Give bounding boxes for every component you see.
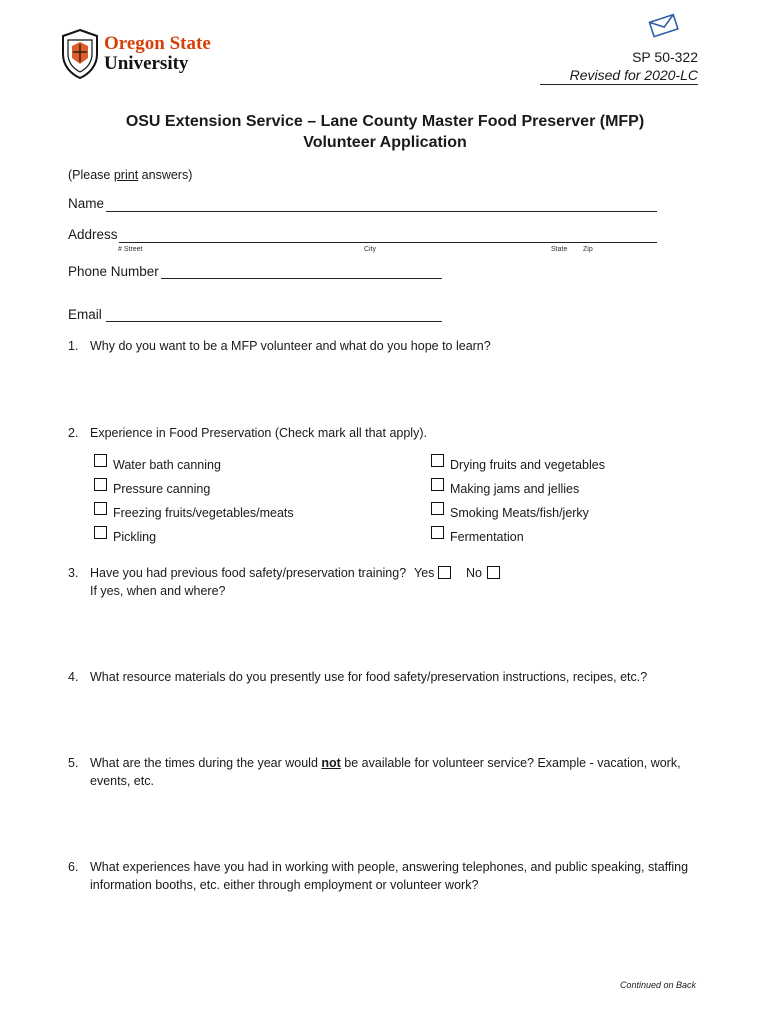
checkbox-drying[interactable] (431, 454, 444, 467)
phone-field[interactable] (161, 278, 442, 279)
instructions-before: (Please (68, 168, 114, 182)
q3-text: Have you had previous food safety/preservation training? (90, 566, 407, 580)
option-drying: Drying fruits and vegetables (450, 458, 605, 472)
option-pressure-canning: Pressure canning (113, 482, 211, 496)
checkbox-pickling[interactable] (94, 526, 107, 539)
option-water-bath-canning: Water bath canning (113, 458, 221, 472)
address-label: Address (68, 227, 118, 242)
form-code: SP 50-322 (632, 49, 698, 65)
option-smoking: Smoking Meats/fish/jerky (450, 506, 589, 520)
header-rule (540, 84, 698, 85)
q4-number: 4. (68, 670, 79, 684)
envelope-icon[interactable] (648, 12, 680, 38)
logo-line-2: University (104, 53, 189, 74)
option-pickling: Pickling (113, 530, 157, 544)
q3-yes-label: Yes (414, 566, 435, 580)
option-freezing: Freezing fruits/vegetables/meats (113, 506, 294, 520)
q6-line-2: information booths, etc. either through employment or volunteer work? (90, 878, 479, 892)
q3-no-label: No (466, 566, 482, 580)
email-label: Email (68, 307, 102, 322)
q3-number: 3. (68, 566, 79, 580)
q6-line-1: What experiences have you had in working with people, answering telephones, and public speaking, staffing (90, 860, 689, 874)
osu-shield-logo (60, 28, 100, 80)
instructions (68, 167, 192, 183)
instructions-print: print (113, 168, 139, 182)
q3-followup: If yes, when and where? (90, 584, 226, 598)
checkbox-water-bath-canning[interactable] (94, 454, 107, 467)
logo-line-1: Oregon State (104, 33, 211, 54)
page-title: OSU Extension Service – Lane County Master Food Preserver (MFP) (125, 113, 645, 130)
page-subtitle: Volunteer Application (303, 134, 467, 151)
q5-not-emphasis: not (321, 756, 341, 770)
checkbox-smoking[interactable] (431, 502, 444, 515)
q6-number: 6. (68, 860, 79, 874)
revised-note: Revised for 2020-LC (569, 67, 698, 83)
address-field[interactable] (119, 242, 657, 243)
email-field[interactable] (106, 321, 442, 322)
option-jams: Making jams and jellies (450, 482, 580, 496)
instructions-after: answers) (138, 168, 193, 182)
checkbox-training-yes[interactable] (438, 566, 451, 579)
q4-text: What resource materials do you presently use for food safety/preservation instructions, recipes, etc.? (90, 670, 648, 684)
osu-logo (60, 28, 230, 82)
name-field[interactable] (106, 211, 657, 212)
phone-label: Phone Number (68, 264, 159, 279)
address-city-caption: City (364, 246, 377, 253)
checkbox-training-no[interactable] (487, 566, 500, 579)
checkbox-pressure-canning[interactable] (94, 478, 107, 491)
continued-note: Continued on Back (619, 980, 696, 990)
address-zip-caption: Zip (583, 246, 593, 253)
option-fermentation: Fermentation (450, 530, 524, 544)
q1-text: Why do you want to be a MFP volunteer and what do you hope to learn? (90, 339, 491, 353)
address-street-caption: # Street (118, 246, 143, 253)
q2-number: 2. (68, 426, 79, 440)
q5-text-after: be available for volunteer service? Example - vacation, work, (340, 756, 681, 770)
checkbox-freezing[interactable] (94, 502, 107, 515)
address-state-caption: State (551, 246, 568, 253)
q1-number: 1. (68, 339, 79, 353)
checkbox-jams[interactable] (431, 478, 444, 491)
checkbox-fermentation[interactable] (431, 526, 444, 539)
q5-text (90, 755, 681, 771)
q2-text: Experience in Food Preservation (Check mark all that apply). (90, 426, 427, 440)
name-label: Name (68, 196, 105, 211)
q5-line-2: events, etc. (90, 774, 154, 788)
q5-number: 5. (68, 756, 79, 770)
q5-text-before: What are the times during the year would (90, 756, 322, 770)
